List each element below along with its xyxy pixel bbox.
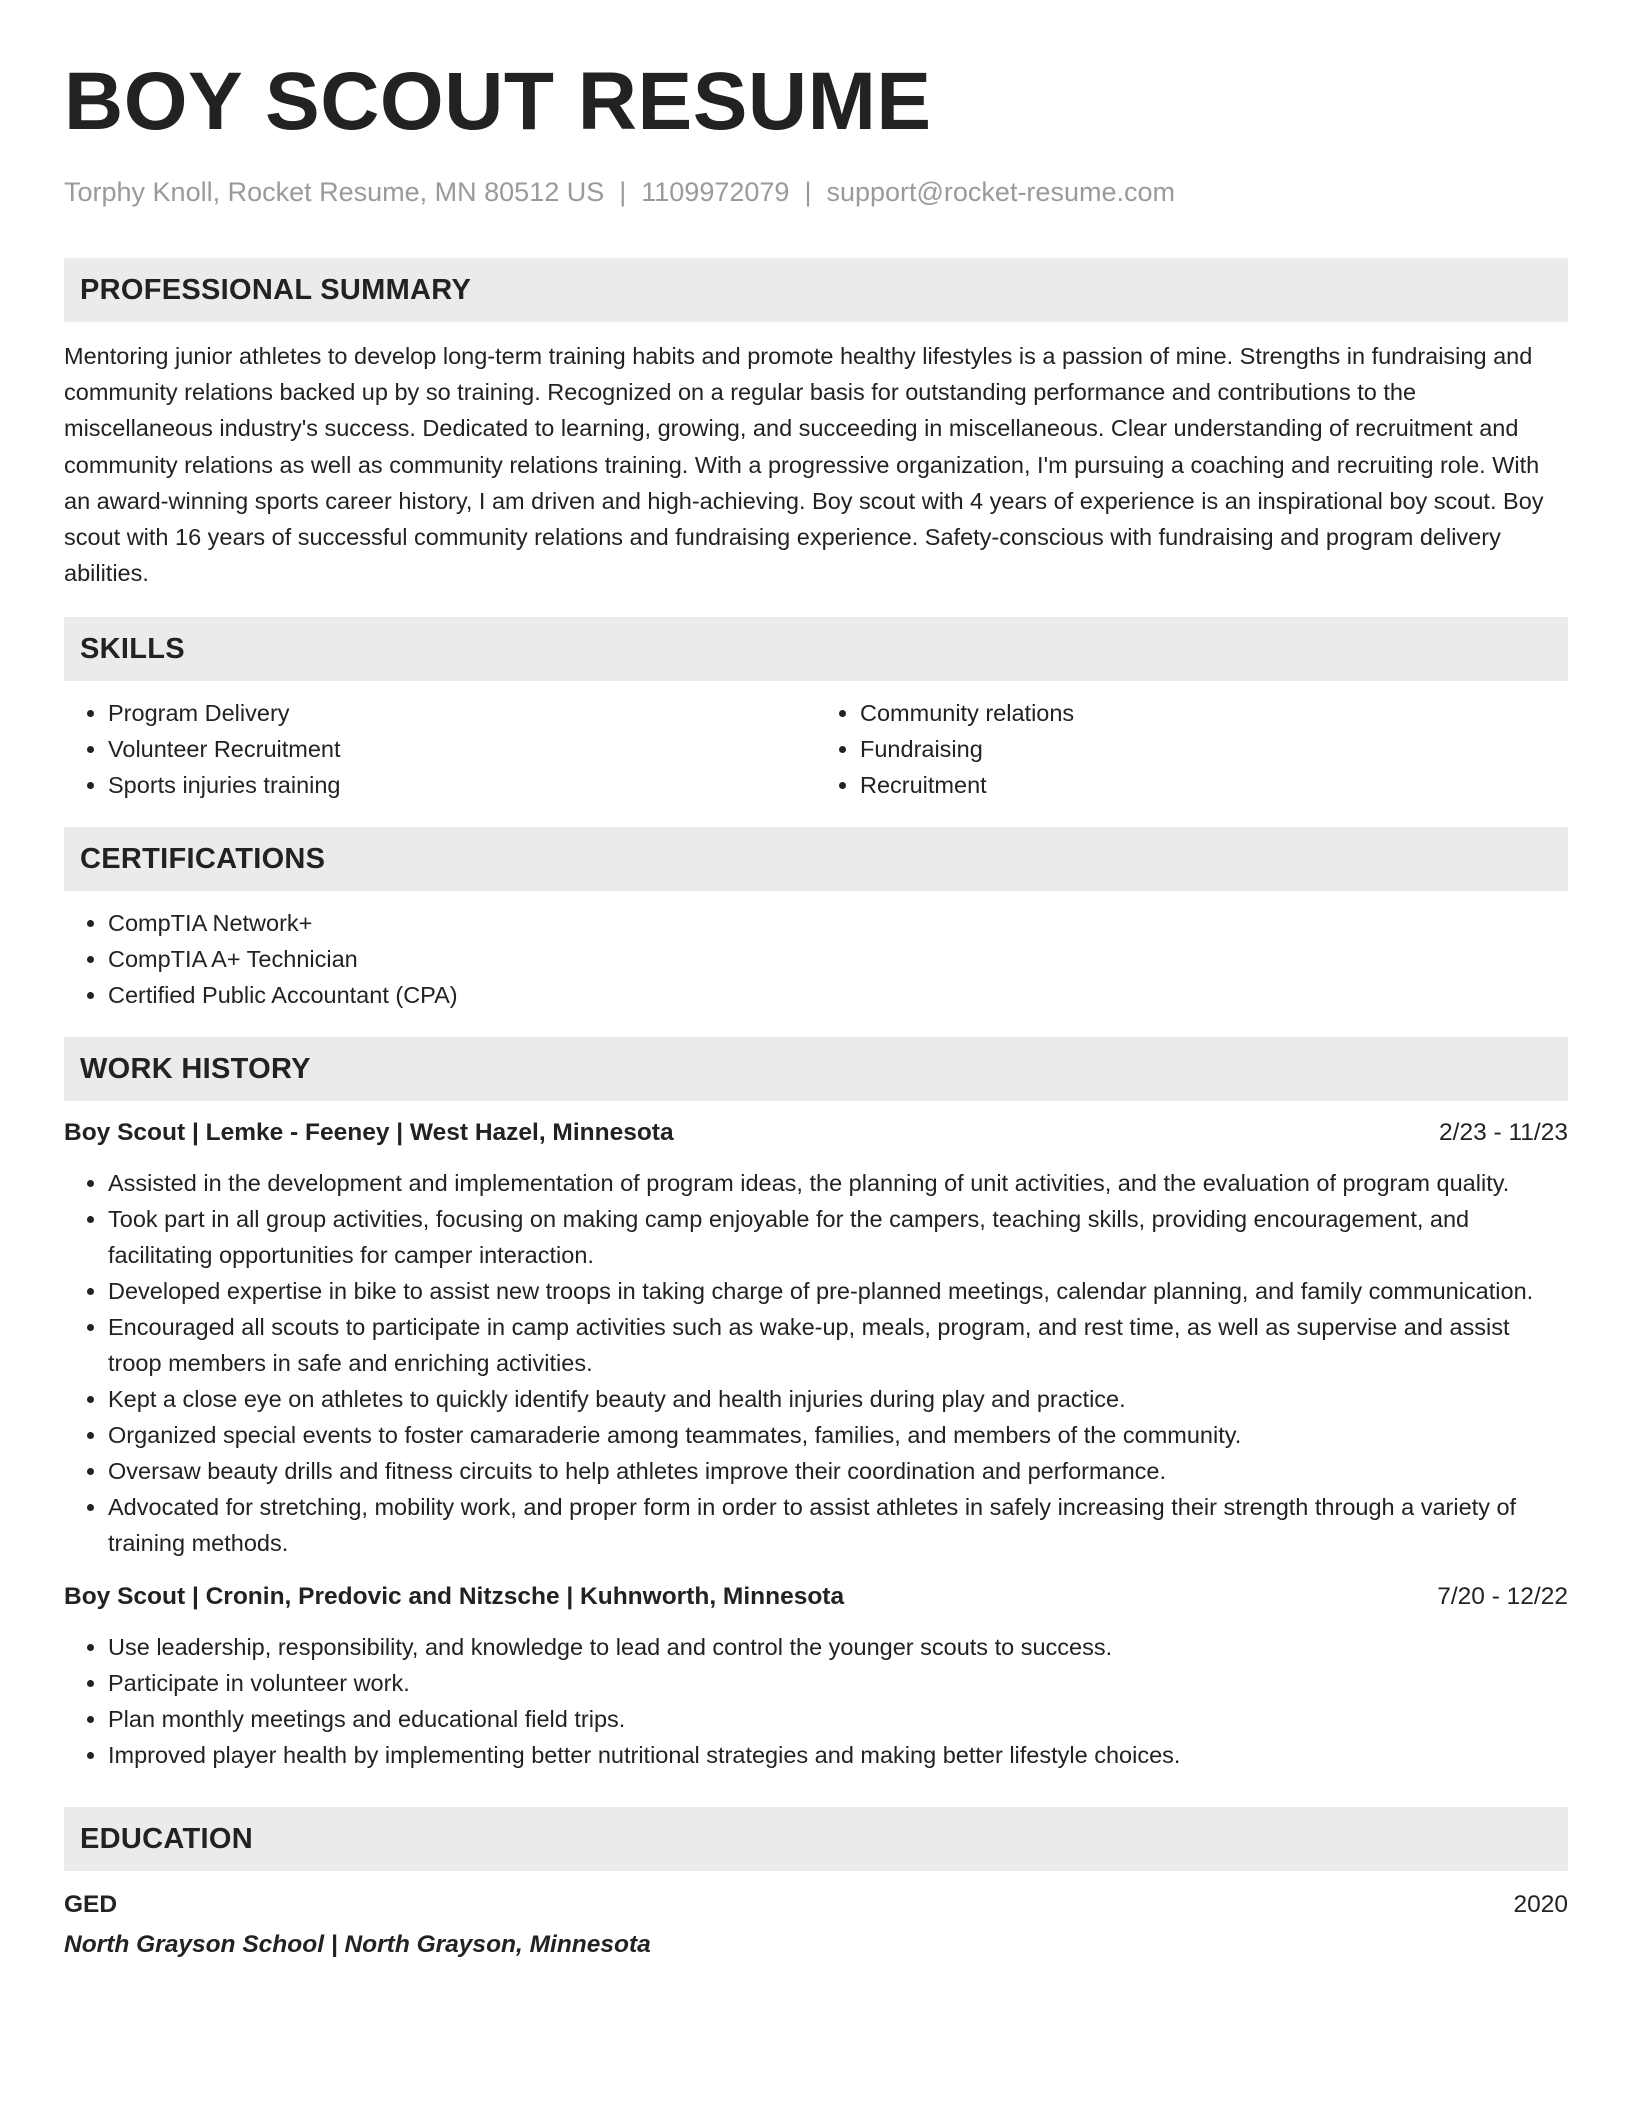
certification-item: • CompTIA A+ Technician bbox=[108, 941, 1568, 977]
job-bullet: • Kept a close eye on athletes to quickly identify beauty and health injuries during play and practice. bbox=[108, 1381, 1568, 1417]
skills-heading: SKILLS bbox=[64, 617, 1568, 681]
job-bullet: • Oversaw beauty drills and fitness circuits to help athletes improve their coordination and performance. bbox=[108, 1453, 1568, 1489]
job-bullet: • Participate in volunteer work. bbox=[108, 1665, 1568, 1701]
job-bullet: • Organized special events to foster camaraderie among teammates, families, and members of the community. bbox=[108, 1417, 1568, 1453]
work-history-heading: WORK HISTORY bbox=[64, 1037, 1568, 1101]
job-bullet: • Plan monthly meetings and educational field trips. bbox=[108, 1701, 1568, 1737]
certifications-heading: CERTIFICATIONS bbox=[64, 827, 1568, 891]
certification-item: • Certified Public Accountant (CPA) bbox=[108, 977, 1568, 1013]
contact-email: support@rocket-resume.com bbox=[826, 177, 1175, 207]
job-dates: 7/20 - 12/22 bbox=[1437, 1583, 1568, 1611]
skill-item: • Sports injuries training bbox=[108, 767, 816, 803]
contact-separator: | bbox=[804, 177, 812, 207]
contact-address: Torphy Knoll, Rocket Resume, MN 80512 US bbox=[64, 177, 605, 207]
job-bullet: • Improved player health by implementing better nutritional strategies and making better lifestyle choices. bbox=[108, 1737, 1568, 1773]
summary-text: Mentoring junior athletes to develop long-term training habits and promote healthy lifestyles is a passion of mine. Strengths in fundraising and community relations backed up by so training. Recognized on a regular basis for outstanding performance and contributions to the miscellaneous industry's success. Dedicated to learning, growing, and succeeding in miscellaneous. Clear understanding of recruitment and community relations as well as community relations training. With a progressive organization, I'm pursuing a coaching and recruiting role. With an award-winning sports career history, I am driven and high-achieving. Boy scout with 4 years of experience is an inspirational boy scout. Boy scout with 16 years of successful community relations and fundraising experience. Safety-conscious with fundraising and program delivery abilities. bbox=[64, 343, 1544, 587]
resume-title: BOY SCOUT RESUME bbox=[64, 56, 932, 147]
job-bullets bbox=[64, 1165, 1568, 1561]
skills-grid bbox=[64, 695, 1568, 803]
job-bullet: • Developed expertise in bike to assist new troops in taking charge of pre-planned meetings, calendar planning, and family communication. bbox=[108, 1273, 1568, 1309]
certifications-list bbox=[64, 905, 1568, 1013]
summary-heading: PROFESSIONAL SUMMARY bbox=[64, 258, 1568, 322]
education-heading: EDUCATION bbox=[64, 1807, 1568, 1871]
job-title: Boy Scout | Cronin, Predovic and Nitzsche | Kuhnworth, Minnesota bbox=[64, 1583, 845, 1611]
job-bullet: • Use leadership, responsibility, and knowledge to lead and control the younger scouts to success. bbox=[108, 1629, 1568, 1665]
job-title: Boy Scout | Lemke - Feeney | West Hazel, Minnesota bbox=[64, 1119, 674, 1147]
job-bullets bbox=[64, 1629, 1568, 1773]
certification-item: • CompTIA Network+ bbox=[108, 905, 1568, 941]
job-header bbox=[64, 1579, 1568, 1615]
education-header bbox=[64, 1887, 1568, 1923]
skill-item: • Recruitment bbox=[860, 767, 1568, 803]
skills-list-right bbox=[816, 695, 1568, 803]
skills-list-left bbox=[64, 695, 816, 803]
job-bullet: • Took part in all group activities, focusing on making camp enjoyable for the campers, teaching skills, providing encouragement, and facilitating opportunities for camper interaction. bbox=[108, 1201, 1568, 1273]
job-header bbox=[64, 1115, 1568, 1151]
contact-phone: 1109972079 bbox=[641, 177, 790, 207]
education-degree: GED bbox=[64, 1891, 118, 1919]
skill-item: • Volunteer Recruitment bbox=[108, 731, 816, 767]
job-dates: 2/23 - 11/23 bbox=[1439, 1119, 1568, 1147]
job-bullet: • Advocated for stretching, mobility work, and proper form in order to assist athletes in safely increasing their strength through a variety of training methods. bbox=[108, 1489, 1568, 1561]
education-school: North Grayson School | North Grayson, Minnesota bbox=[64, 1931, 651, 1959]
contact-separator: | bbox=[619, 177, 627, 207]
skill-item: • Program Delivery bbox=[108, 695, 816, 731]
skill-item: • Fundraising bbox=[860, 731, 1568, 767]
skill-item: • Community relations bbox=[860, 695, 1568, 731]
education-year: 2020 bbox=[1513, 1891, 1568, 1919]
job-bullet: • Encouraged all scouts to participate in camp activities such as wake-up, meals, program, and rest time, as well as supervise and assist troop members in safe and enriching activities. bbox=[108, 1309, 1568, 1381]
job-bullet: • Assisted in the development and implementation of program ideas, the planning of unit activities, and the evaluation of program quality. bbox=[108, 1165, 1568, 1201]
contact-line bbox=[64, 174, 1568, 210]
